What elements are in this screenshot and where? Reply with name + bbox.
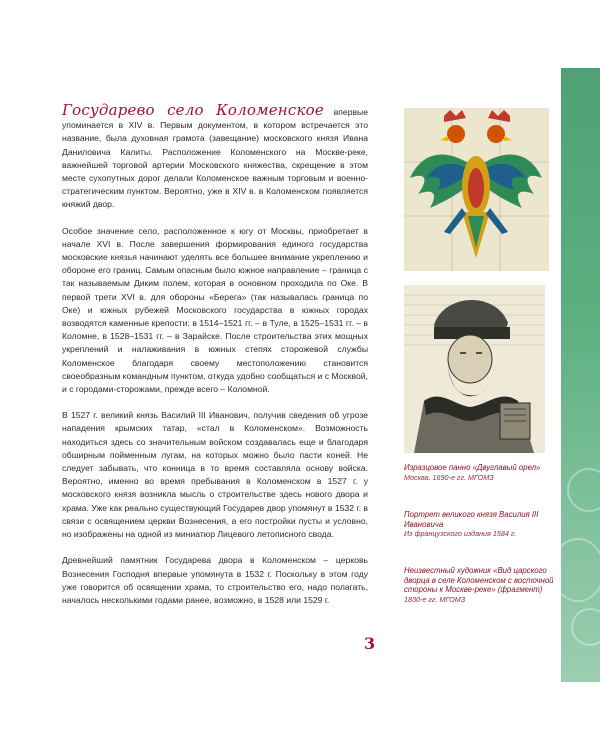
caption-palace-source: 1830-е гг. МГОМЗ [404, 594, 466, 604]
decorative-green-strip [561, 68, 600, 682]
caption-portrait [404, 510, 554, 539]
paragraph-1-body: впервые упоминается в XIV в. Первым документом, в котором встречается это название, была духовная грамота (завещание) московского князя Ивана Даниловича Калиты. Расположение Коломенского на Москве-реке, важнейшей торговой артерии Московского княжества, скрещение в этом месте сухопутных дорог делали Коломенское важным торговым и военно-стратегическим пунктом. Вероятно, уже в XIV в. в Коломенском появляется княжий двор. [62, 107, 368, 210]
portrait-engraving [404, 285, 545, 453]
paragraph-4: Древнейший памятник Государева двора в Коломенском – церковь Вознесения Господня впервые упомянута в 1532 г. Поскольку в этом году уже говорится об освящении храма, то строительство его, надо полагать, началось несколькими годами ранее, возможно, в 1528 или 1529 г. [62, 555, 368, 605]
caption-eagle-panel [404, 463, 554, 482]
paragraph-3: В 1527 г. великий князь Василий III Иванович, получив сведения об угрозе нападения крымских татар, «стал в Коломенском». Возможность находиться здесь со значительным войском создавалась еще и благодаря обширным пойменным лугам, на которых можно было пасти коней. Не следует забывать, что конница в то время составляла основу войска. Вероятно, именно во время пребывания в Коломенском в 1527 г. у московского князя возникла мысль о строительстве здесь нового двора и храма. Уже как реально существующий Государев двор упомянут в 1532 г. в связи с освящением церкви Вознесения, а его постройки пусты и условно, но изображены на одной из миниатюр Лицевого летописного свода. [62, 410, 368, 540]
eagle-illustration [404, 108, 549, 271]
page-number: 3 [364, 634, 376, 653]
caption-palace-view [404, 566, 554, 604]
paragraph-2: Особое значение село, расположенное к югу от Москвы, приобретает в начале XVI в. После завершения формирования единого государства московские князья начинают уделять все большее внимание укреплению и обороне его границ. Самым опасным было южное направление – граница с так называемым Диким полем, которая в основном проходила по Оке. В первой трети XVI в. для обороны «Берега» (так называлась граница по Оке) и южных рубежей Московского государства в южных городах возводятся каменные крепости: в 1514–1521 гг. – в Туле, в 1525–1531 гг. – в Коломне, в 1528–1531 гг. – в Зарайске. После строительства этих мощных укреплений и налаживания в южных степях сторожевой службы Коломенское благодаря своему местоположению становится своеобразным командным пунктом, откуда удобно сообщаться и с Москвой, и с городами-сторожами, прежде всего – Коломной. [62, 225, 368, 395]
caption-portrait-source: Из французского издания 1584 г. [404, 529, 517, 539]
caption-palace-title: Неизвестный художник «Вид царского дворца в селе Коломенском с восточной стороны к Москве-реке» (фрагмент) [404, 566, 554, 595]
paragraph-1 [62, 101, 368, 212]
caption-portrait-title: Портрет великого князя Василия III Ивановича [404, 510, 539, 529]
caption-eagle-title: Изразцовое панно «Двуглавый орел» [404, 463, 541, 472]
vasily-iii-portrait-image [404, 285, 545, 453]
heading-phrase: Государево село Коломенское [62, 101, 324, 119]
main-text-column [62, 101, 368, 620]
caption-eagle-source: Москва. 1690-е гг. МГОМЗ [404, 472, 494, 482]
double-headed-eagle-tile-image [404, 108, 549, 271]
